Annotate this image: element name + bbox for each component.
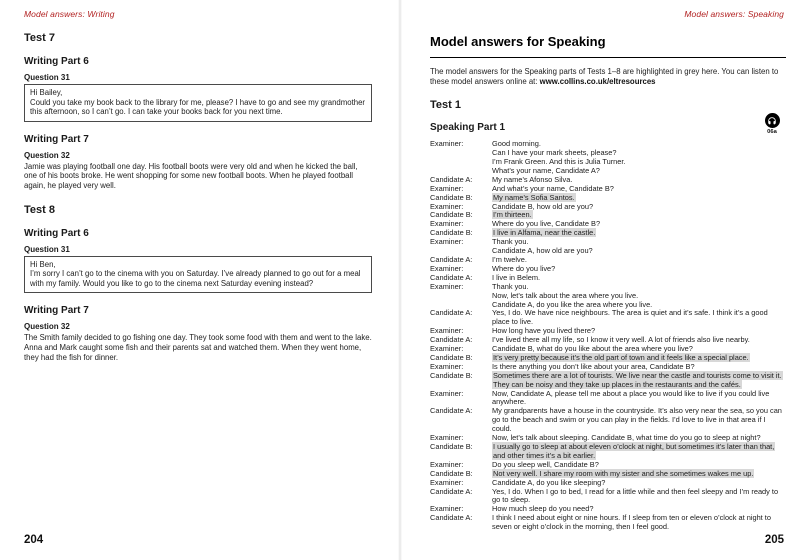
speaker-label: Examiner: [430,344,464,354]
dialogue-text: How long have you lived there? [492,326,596,336]
speaker-label: Examiner: [430,361,464,371]
highlighted-model-answer: My name’s Sofia Santos. [493,192,575,202]
speaker-label: Candidate A: [430,486,473,496]
speaker-label: Examiner: [430,281,464,291]
page-title: Model answers for Speaking [430,34,786,58]
utterance [492,274,786,283]
question-text: Question 32 [24,150,70,160]
dialogue-line [492,488,786,506]
audio-track-badge[interactable] [762,113,782,135]
speaker-label: Examiner: [430,263,464,273]
dialogue-text: Candidate A, how old are you? [492,246,593,256]
model-answer-box [24,256,372,294]
question-text: Question 31 [24,244,70,254]
dialogue-text: Can I have your mark sheets, please? [492,148,617,158]
dialogue-text: Now, let’s talk about the area where you live. [492,290,639,300]
running-header-writing: Model answers: Writing [24,9,115,19]
writing-blocks [24,32,372,362]
dialogue-row [430,309,786,327]
test-heading: Test 1 [430,99,461,112]
dialogue-text: I’m twelve. [492,254,527,264]
dialogue-text: Candidate B, how old are you? [492,201,594,211]
dialogue-text: What’s your name, Candidate A? [492,165,600,175]
dialogue-line [492,203,786,212]
dialogue-text: I’m Frank Green. And this is Julia Turner. [492,157,626,166]
dialogue-row [430,220,786,229]
dialogue-text: Candidate B, what do you like about the area where you live? [492,344,693,354]
speaker-label: Examiner: [430,477,464,487]
question-text: Question 31 [24,73,70,82]
highlighted-model-answer: I live in Alfama, near the castle. [493,228,596,238]
dialogue-text: Yes, I do. We have nice neighbours. The area is quiet and it’s safe. I think it’s a good place to live. [492,308,768,327]
speaker-label: Examiner: [430,139,464,149]
dialogue-row [430,211,786,220]
test-text: Test 8 [24,203,55,216]
dialogue-row [430,470,786,479]
part-text: Writing Part 6 [24,227,89,239]
utterance [492,283,786,310]
dialogue-text: Candidate A, do you like the area where you live. [492,299,653,309]
dialogue-text: Candidate A, do you like sleeping? [492,477,606,487]
speaker-label: Examiner: [430,219,464,229]
dialogue-text: Good morning. [492,139,541,149]
utterance [492,238,786,256]
speaker-label: Candidate B: [430,352,473,362]
dialogue-text: Thank you. [492,237,529,247]
dialogue-line [492,390,786,408]
utterance [492,309,786,327]
utterance [492,203,786,212]
dialogue-line [492,443,786,461]
running-header-speaking: Model answers: Speaking [684,9,784,19]
intro-text [430,67,786,86]
dialogue-line [492,229,786,238]
speaker-label: Candidate B: [430,192,473,202]
test-text: Test 7 [24,32,55,44]
utterance [492,229,786,238]
boxed-line: Could you take my book back to the library for me, please? I have to go and see my grandmother this afternoon, so I can’t go. I can take your books back for you next time. [30,97,366,117]
dialogue-row [430,514,786,532]
speaker-label: Candidate A: [430,174,473,184]
paragraph-text: The Smith family decided to go fishing one day. They took some food with them and went to the lake. Anna and Mark caught some fish and their parents sat and watched them. When they went home, they had the fish for dinner. [24,333,372,362]
utterance [492,514,786,532]
dialogue-row [430,407,786,434]
dialogue-line [492,514,786,532]
highlighted-model-answer: Not very well. I share my room with my sister and she sometimes wakes me up. [493,468,754,478]
dialogue-text: Do you sleep well, Candidate B? [492,459,599,469]
part-row [430,122,786,136]
speaker-label: Examiner: [430,504,464,514]
dialogue-row [430,256,786,265]
part-text: Writing Part 6 [24,56,89,67]
speaker-label: Candidate B: [430,228,473,238]
dialogue-text: My grandparents have a house in the countryside. It’s also very near the sea, so you can go to the beach and swim or you can play in the fields. I’d love to live in that area if I could. [492,406,782,434]
speaker-label: Examiner: [430,183,464,193]
dialogue-row [430,265,786,274]
dialogue-row [430,238,786,256]
dialogue-text: Now, Candidate A, please tell me about a place you would like to live if you could live anywhere. [492,388,770,407]
intro-before-link: The model answers for the Speaking parts of Tests 1–8 are highlighted in grey here. You can listen to these model answers online at: [430,67,779,86]
dialogue-row [430,274,786,283]
highlighted-model-answer: Sometimes there are a lot of tourists. We live near the castle and tourists come to visit it. They can be noisy and they take up places in the restaurants and the cafés. [493,370,782,389]
headphones-icon [765,113,780,128]
dialogue-line [492,247,786,256]
dialogue-line [492,309,786,327]
dialogue-row [430,372,786,390]
speaker-label: Examiner: [430,326,464,336]
dialogue-text: How much sleep do you need? [492,504,594,514]
speaker-label: Examiner: [430,237,464,247]
dialogue-text: Now, let’s talk about sleeping. Candidate B, what time do you go to sleep at night? [492,433,761,443]
page-number-left: 204 [24,534,44,546]
speaker-label: Candidate A: [430,406,473,416]
dialogue-row [430,185,786,194]
speaker-label: Examiner: [430,459,464,469]
dialogue-text: Thank you. [492,281,529,291]
part-heading: Speaking Part 1 [430,122,506,134]
speaker-label: Candidate B: [430,442,473,451]
dialogue-row [430,194,786,203]
paragraph-text: Jamie was playing football one day. His football boots were very old and when he kicked the ball, one of his boots broke. He went shopping for some new football boots. When he played football again, he played very well. [24,161,358,190]
dialogue-row [430,390,786,408]
boxed-line: Hi Ben, [30,259,56,269]
audio-track-number: 06a [767,129,777,136]
question-text: Question 32 [24,322,70,332]
dialogue-row [430,140,786,176]
speaker-label: Candidate A: [430,513,473,523]
page-right [400,0,800,560]
highlighted-model-answer: I usually go to sleep at about eleven o’clock at night, but sometimes it’s later than that, and other times it’s a bit earlier. [493,442,775,460]
dialogue-text: Where do you live? [492,263,556,273]
speaker-label: Examiner: [430,201,464,211]
dialogue-line [492,274,786,283]
dialogue-text: My name’s Afonso Silva. [492,174,573,184]
utterance [492,390,786,408]
speaker-label: Candidate A: [430,308,473,318]
speaker-label: Candidate A: [430,335,473,345]
part-text: Writing Part 7 [24,305,89,317]
dialogue-row [430,443,786,461]
dialogue-text: Yes, I do. When I go to bed, I read for a little while and then feel sleepy and I’m ready to go to sleep. [492,486,779,505]
utterance [492,488,786,506]
speaker-label: Candidate A: [430,254,473,264]
speaker-label: Candidate B: [430,370,473,380]
speaker-label: Examiner: [430,433,464,443]
speaker-label: Examiner: [430,388,464,398]
boxed-line: Hi Bailey, [30,88,63,97]
highlighted-model-answer: It’s very pretty because it’s the old part of town and it feels like a special place. [493,352,749,362]
utterance [492,407,786,434]
highlighted-model-answer: I’m thirteen. [493,210,532,220]
dialogue-line [492,372,786,390]
dialogue-row [430,203,786,212]
dialogue-text: Where do you live, Candidate B? [492,219,601,229]
boxed-line: I’m sorry I can’t go to the cinema with you on Saturday. I’ve already planned to go out for a meal with my family. Would you like to go to the cinema next Saturday evening instead? [30,269,361,288]
speaker-label: Candidate B: [430,468,473,478]
speaker-label: Candidate A: [430,272,473,282]
speaker-label: Candidate B: [430,210,473,220]
page-number-right: 205 [764,534,784,546]
utterance [492,372,786,390]
dialogue-row [430,283,786,310]
dialogue-row [430,229,786,238]
utterance [492,140,786,176]
resources-link[interactable]: www.collins.co.uk/eltresources [539,76,656,86]
dialogue-text: Is there anything you don’t like about your area, Candidate B? [492,361,695,371]
model-answer-box [24,84,372,122]
dialogue-text: And what’s your name, Candidate B? [492,183,614,193]
dialogue-text: I think I need about eight or nine hours. If I sleep from ten or eleven o’clock at night to seven or eight o’clock in the morning, then I feel good. [492,513,771,532]
dialogue-line [492,407,786,434]
dialogue [430,140,786,532]
dialogue-text: I’ve lived there all my life, so I know it very well. A lot of friends also live nearby. [492,335,750,345]
utterance [492,443,786,461]
dialogue-row [430,488,786,506]
dialogue-text: I live in Belem. [492,272,541,282]
part-text: Writing Part 7 [24,133,89,145]
